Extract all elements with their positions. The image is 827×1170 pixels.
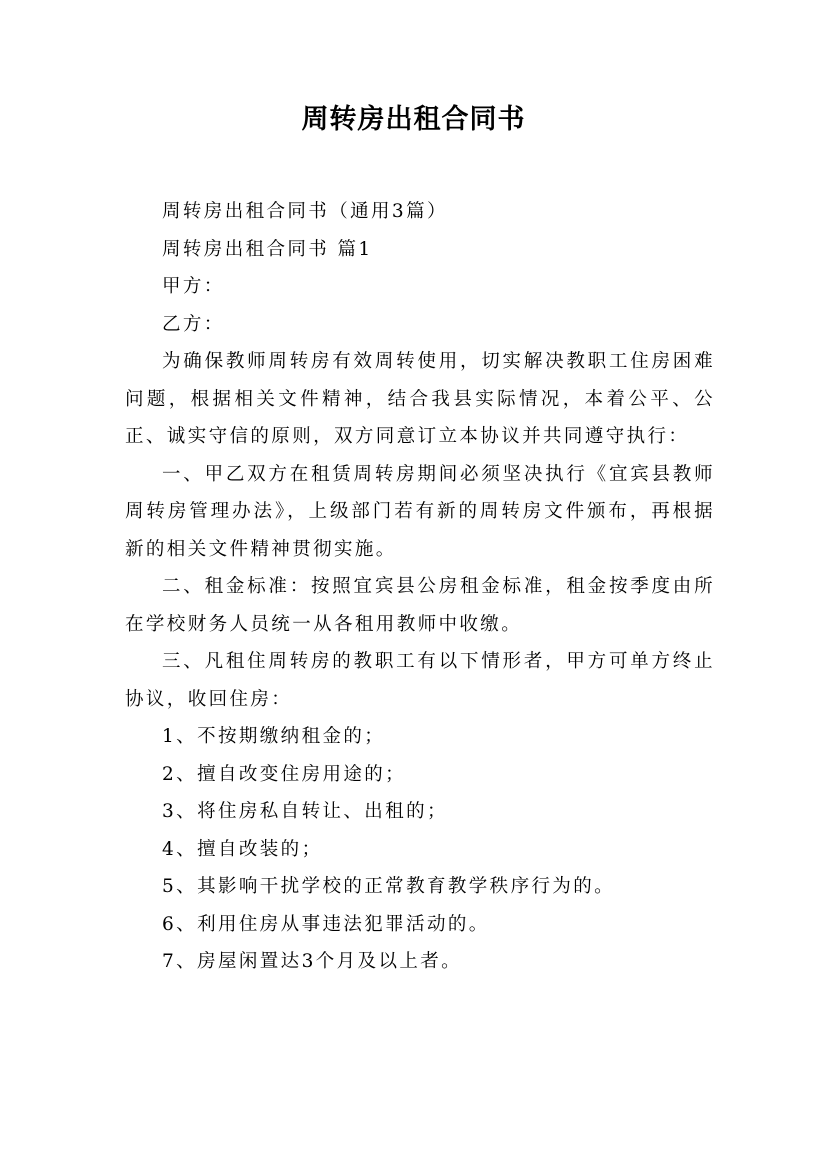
list-item: 4、擅自改装的； [162, 838, 323, 860]
paragraph-clause-1: 一、甲乙双方在租赁周转房期间必须坚决执行《宜宾县教师周转房管理办法》，上级部门若有新的周转房文件颁布，再根据新的相关文件精神贯彻实施。 [125, 463, 715, 560]
paragraph-party-b: 乙方： [162, 313, 225, 335]
list-item: 7、房屋闲置达3个月及以上者。 [162, 951, 463, 972]
document-body [125, 193, 715, 981]
paragraph-part-heading: 周转房出租合同书 篇1 [162, 238, 373, 260]
list-item: 2、擅自改变住房用途的； [162, 763, 407, 785]
paragraph-clause-3: 三、凡租住周转房的教职工有以下情形者，甲方可单方终止协议，收回住房： [125, 651, 715, 710]
paragraph-party-a: 甲方： [162, 276, 225, 297]
list-item: 1、不按期缴纳租金的； [162, 726, 386, 747]
list-item: 6、利用住房从事违法犯罪活动的。 [162, 913, 490, 935]
list-item: 3、将住房私自转让、出租的； [162, 801, 448, 822]
paragraph-clause-2: 二、租金标准：按照宜宾县公房租金标准，租金按季度由所在学校财务人员统一从各租用教师中收缴。 [125, 576, 715, 635]
document-title: 周转房出租合同书 [301, 104, 526, 135]
list-item: 5、其影响干扰学校的正常教育教学秩序行为的。 [162, 876, 616, 897]
paragraph-preamble: 为确保教师周转房有效周转使用，切实解决教职工住房困难问题，根据相关文件精神，结合我县实际情况，本着公平、公正、诚实守信的原则，双方同意订立本协议并共同遵守执行： [125, 351, 715, 447]
paragraph-subtitle: 周转房出租合同书（通用3篇） [162, 201, 448, 222]
